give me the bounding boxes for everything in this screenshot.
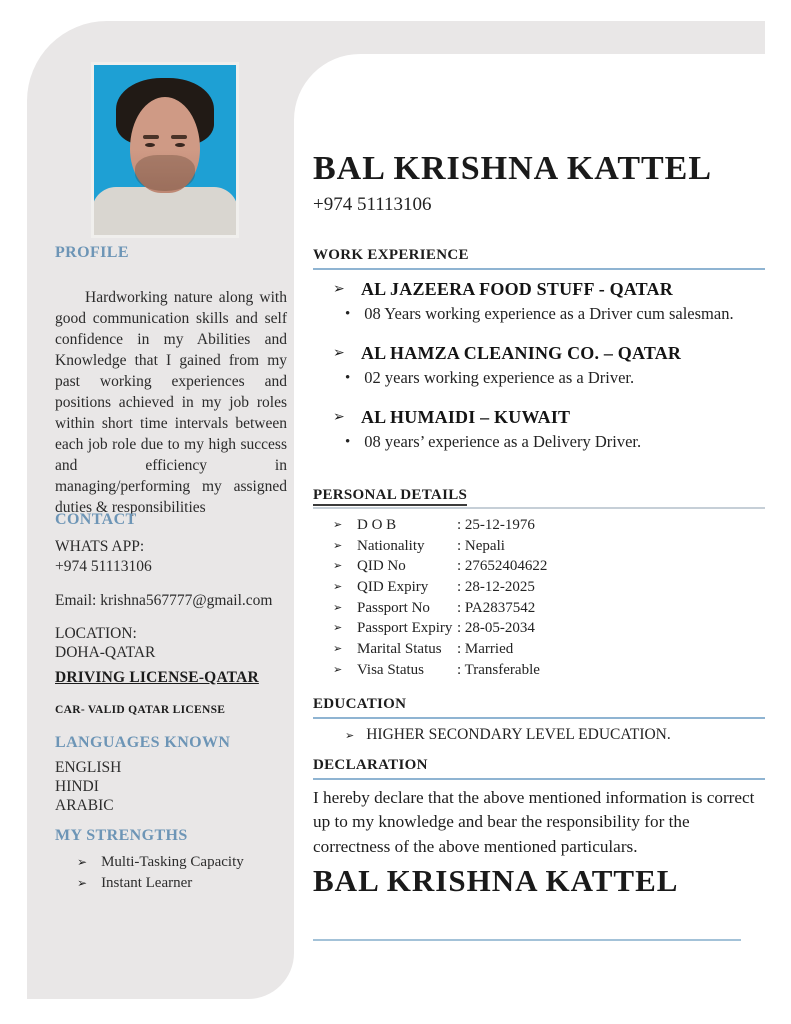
candidate-phone: +974 51113106 xyxy=(313,194,432,215)
personal-detail-row xyxy=(313,618,765,639)
language-item: HINDI xyxy=(55,778,99,795)
driving-license-heading: DRIVING LICENSE-QATAR xyxy=(55,669,259,686)
job-detail xyxy=(313,432,765,452)
personal-detail-row xyxy=(313,577,765,598)
detail-label: Visa Status xyxy=(357,661,425,678)
strength-item xyxy=(55,873,287,894)
detail-value: : 28-12-2025 xyxy=(457,579,535,596)
detail-label: Passport No xyxy=(357,599,430,616)
arrow-bullet-icon: ➢ xyxy=(77,855,88,869)
detail-label: Marital Status xyxy=(357,641,442,658)
declaration-paragraph: I hereby declare that the above mentioned information is correct up to my knowledge and bear the responsibility for the correctness of the above mentioned particulars. xyxy=(313,788,755,856)
personal-detail-row xyxy=(313,536,765,557)
job-detail-text: 08 years’ experience as a Delivery Driver. xyxy=(364,432,642,451)
detail-value: : Transferable xyxy=(457,661,540,678)
arrow-bullet-icon: ➢ xyxy=(345,729,355,742)
photo-brow xyxy=(171,135,187,139)
job-detail xyxy=(313,304,765,324)
strength-item xyxy=(55,852,287,873)
arrow-bullet-icon: ➢ xyxy=(333,345,345,361)
photo-face-shape xyxy=(130,97,200,193)
arrow-bullet-icon: ➢ xyxy=(77,876,88,890)
personal-detail-row xyxy=(313,515,765,536)
strengths-list xyxy=(55,852,287,894)
detail-value: : 28-05-2034 xyxy=(457,620,535,637)
strength-item-label: Multi-Tasking Capacity xyxy=(101,854,244,870)
arrow-bullet-icon: ➢ xyxy=(333,409,345,425)
location-value: DOHA-QATAR xyxy=(55,644,156,661)
arrow-bullet-icon: ➢ xyxy=(333,518,343,531)
photo-eye xyxy=(175,143,185,147)
detail-label: QID No xyxy=(357,558,406,575)
work-experience-heading: WORK EXPERIENCE xyxy=(313,247,765,270)
dot-bullet-icon: • xyxy=(345,434,351,450)
language-item: ARABIC xyxy=(55,797,114,814)
job-entry xyxy=(313,405,765,452)
contact-heading: CONTACT xyxy=(55,511,137,528)
photo-beard xyxy=(135,155,195,191)
personal-details-heading-text: PERSONAL DETAILS xyxy=(313,487,467,506)
job-company xyxy=(313,277,765,301)
strengths-heading: MY STRENGTHS xyxy=(55,827,188,844)
job-detail-text: 08 Years working experience as a Driver cum salesman. xyxy=(364,304,734,323)
arrow-bullet-icon: ➢ xyxy=(333,600,343,614)
detail-label: Nationality xyxy=(357,537,425,554)
job-company-name: AL HAMZA CLEANING CO. – QATAR xyxy=(360,343,682,363)
detail-value: : Married xyxy=(457,641,514,658)
language-item: ENGLISH xyxy=(55,759,122,776)
dot-bullet-icon: • xyxy=(345,306,351,322)
photo-brow xyxy=(143,135,159,139)
job-detail-text: 02 years working experience as a Driver. xyxy=(364,368,635,387)
education-item-text: HIGHER SECONDARY LEVEL EDUCATION. xyxy=(366,726,671,743)
job-company xyxy=(313,341,765,365)
job-company xyxy=(313,405,765,429)
job-detail xyxy=(313,368,765,388)
arrow-bullet-icon: ➢ xyxy=(333,559,343,573)
arrow-bullet-icon: ➢ xyxy=(333,538,343,552)
email-line: Email: krishna567777@gmail.com xyxy=(55,592,273,609)
dot-bullet-icon: • xyxy=(345,370,351,386)
declaration-heading: DECLARATION xyxy=(313,757,765,780)
detail-value: : Nepali xyxy=(457,537,505,554)
signature-name: BAL KRISHNA KATTEL xyxy=(313,863,679,898)
location-label: LOCATION: xyxy=(55,625,137,642)
photo-shirt-shape xyxy=(92,187,238,237)
signature-underline xyxy=(313,939,741,941)
photo-eye xyxy=(145,143,155,147)
job-entry xyxy=(313,277,765,324)
arrow-bullet-icon: ➢ xyxy=(333,662,343,676)
personal-detail-row xyxy=(313,556,765,577)
languages-heading: LANGUAGES KNOWN xyxy=(55,734,231,751)
profile-photo xyxy=(91,62,239,238)
candidate-name: BAL KRISHNA KATTEL xyxy=(313,150,713,187)
detail-value: : 25-12-1976 xyxy=(457,517,535,533)
education-heading: EDUCATION xyxy=(313,696,765,719)
personal-detail-row xyxy=(313,639,765,660)
job-entry xyxy=(313,341,765,388)
arrow-bullet-icon: ➢ xyxy=(333,580,343,594)
profile-paragraph: Hardworking nature along with good communication skills and self confidence in my Abilities and Knowledge that I gained from my past working experiences and positions achieved in my job roles within short time intervals between each job role due to my high success and efficiency in managing/performing my assigned duties & responsibilities xyxy=(55,289,287,516)
personal-details-list xyxy=(313,515,765,681)
strength-item-label: Instant Learner xyxy=(101,875,193,891)
detail-value: : PA2837542 xyxy=(457,599,536,616)
education-item xyxy=(313,726,765,745)
personal-details-heading xyxy=(313,486,765,509)
work-experience-list xyxy=(313,277,765,469)
arrow-bullet-icon: ➢ xyxy=(333,642,343,656)
whatsapp-number: +974 51113106 xyxy=(55,558,152,575)
detail-label: QID Expiry xyxy=(357,579,429,596)
detail-value: : 27652404622 xyxy=(457,558,548,575)
detail-label: Passport Expiry xyxy=(357,620,453,637)
driving-license-detail: CAR- VALID QATAR LICENSE xyxy=(55,704,226,716)
arrow-bullet-icon: ➢ xyxy=(333,621,343,635)
arrow-bullet-icon: ➢ xyxy=(333,281,345,297)
whatsapp-label: WHATS APP: xyxy=(55,538,145,555)
languages-list xyxy=(55,758,287,815)
detail-label: D O B xyxy=(357,517,397,533)
personal-detail-row xyxy=(313,598,765,619)
job-company-name: AL HUMAIDI – KUWAIT xyxy=(360,407,571,427)
profile-heading: PROFILE xyxy=(55,244,129,261)
personal-detail-row xyxy=(313,660,765,681)
job-company-name: AL JAZEERA FOOD STUFF - QATAR xyxy=(360,279,673,299)
